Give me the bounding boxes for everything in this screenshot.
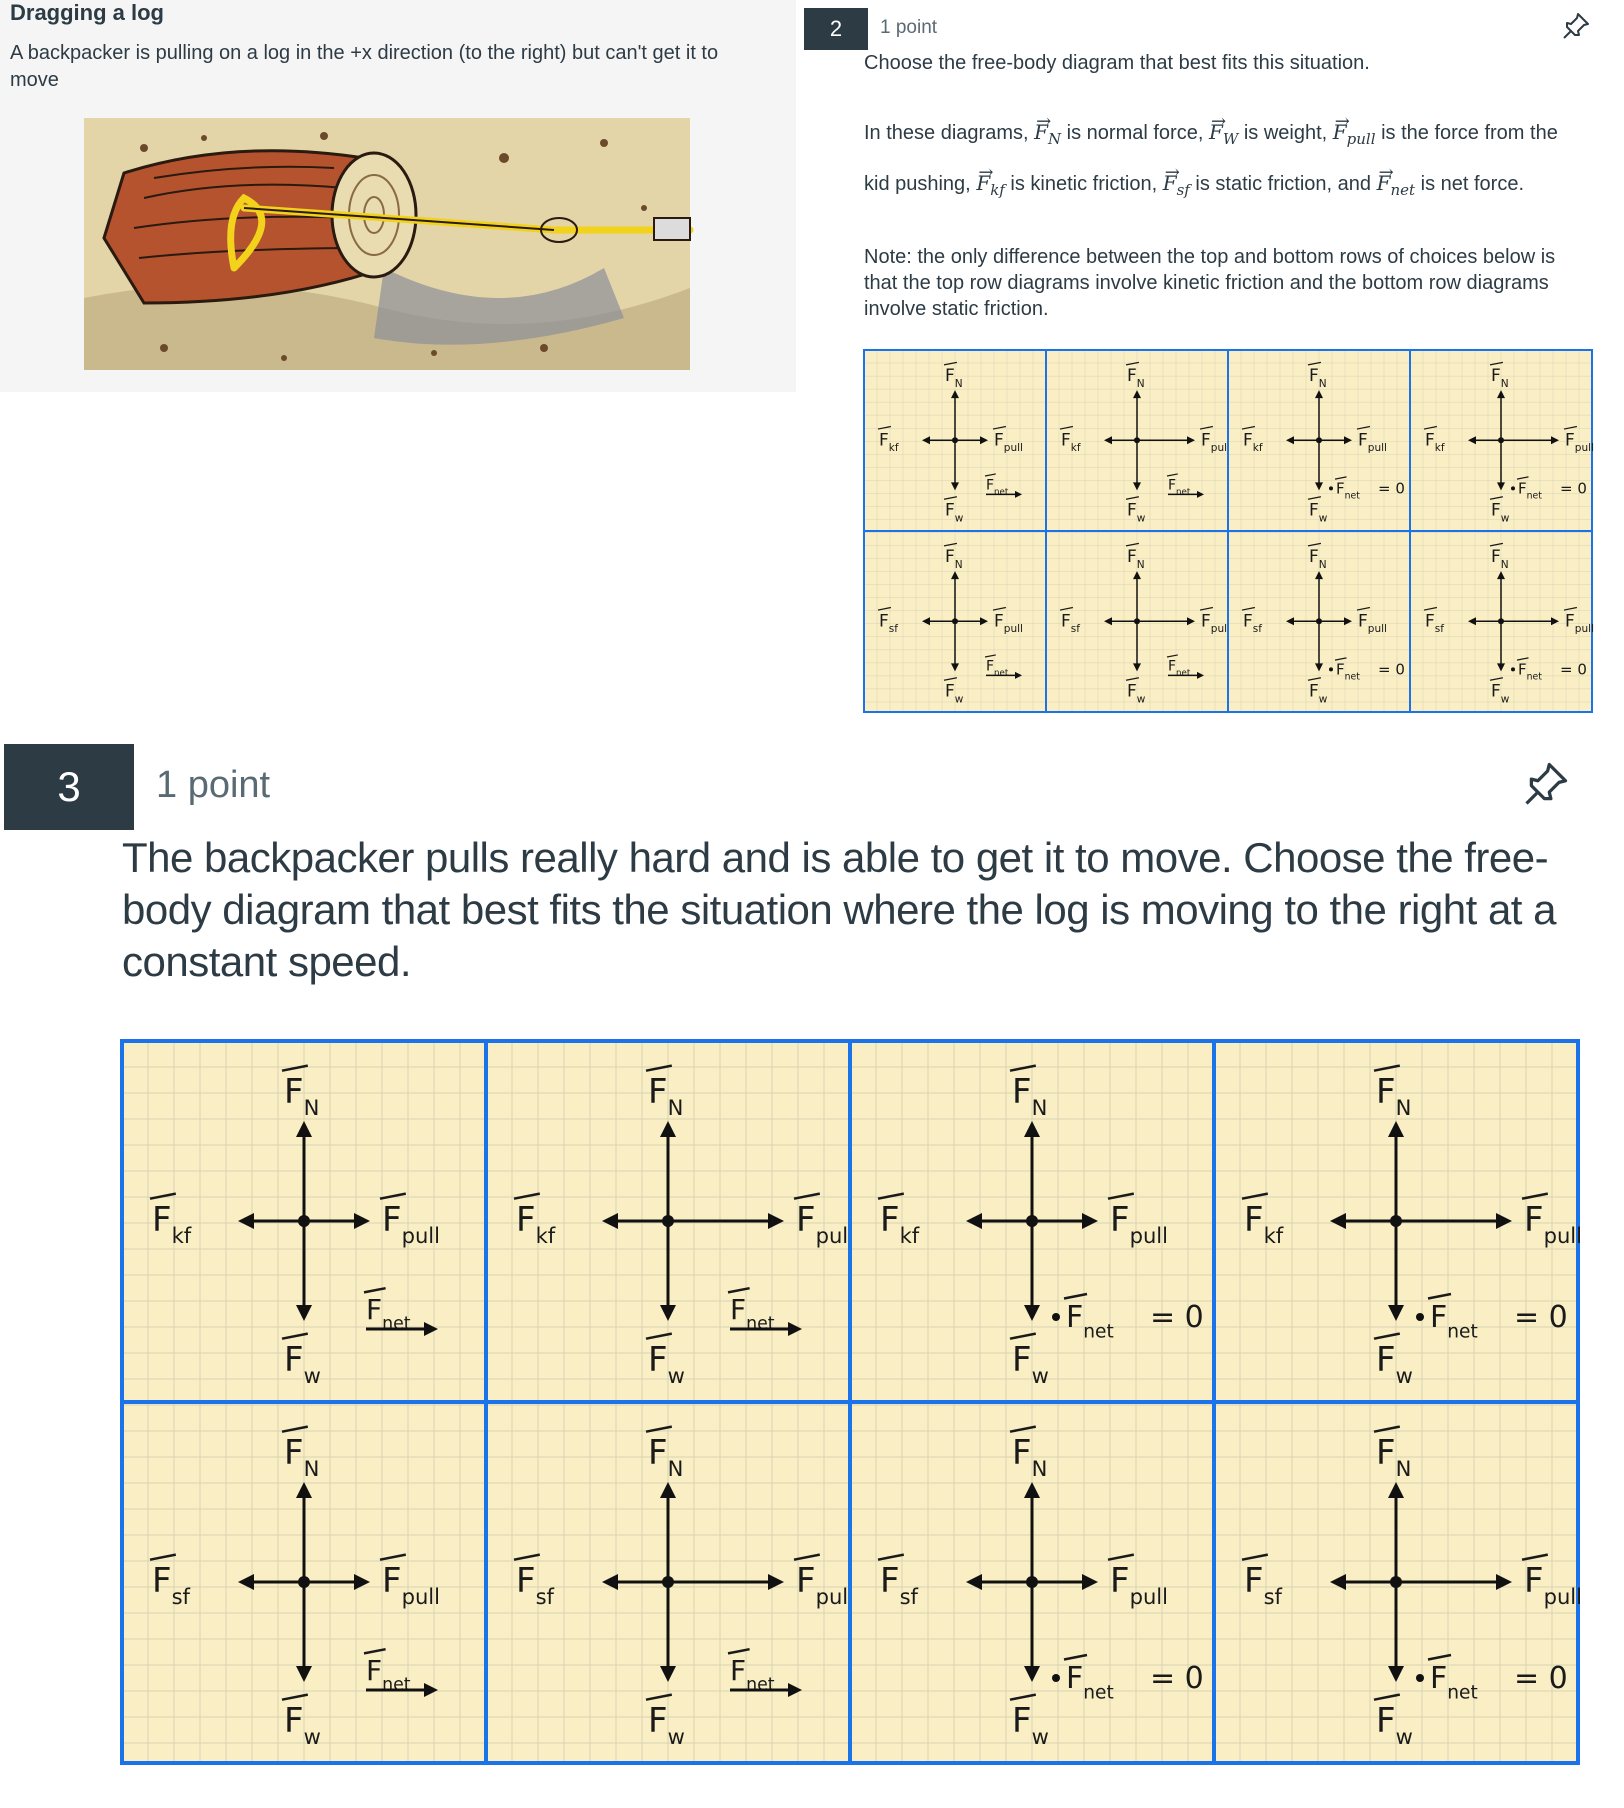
svg-text:FN: $F_N$ (1309, 547, 1327, 572)
svg-text:Fnet: $F_{net}$ (1518, 660, 1542, 683)
svg-text:Fnet: $F_{net}$ (1430, 1300, 1478, 1343)
svg-text:Fw: $F_w$ (1012, 1701, 1049, 1749)
svg-text:Fnet: $F_{net}$ (1066, 1300, 1114, 1343)
svg-text:Fsf: $F_{sf}$ (879, 611, 898, 636)
svg-text:Fw: $F_w$ (284, 1701, 321, 1749)
svg-text:Fw: $F_w$ (284, 1340, 321, 1388)
svg-text:Fw: $F_w$ (1309, 500, 1328, 525)
svg-text:Fsf: $F_{sf}$ (516, 1561, 554, 1609)
svg-text:FN: $F_N$ (648, 1072, 684, 1120)
svg-text:FN: $F_N$ (648, 1433, 684, 1481)
svg-text:Fsf: $F_{sf}$ (880, 1561, 918, 1609)
symbol-normal-force: → $F_N$ (1034, 120, 1061, 144)
symbol-net-force: → $F_{net}$ (1377, 171, 1415, 195)
svg-text:FN: $F_N$ (284, 1072, 320, 1120)
svg-text:Fsf: $F_{sf}$ (1243, 611, 1262, 636)
svg-text:Fsf: $F_{sf}$ (152, 1561, 190, 1609)
svg-text:FN: $F_N$ (1127, 547, 1145, 572)
svg-text:Fnet: $F_{net}$ (1518, 479, 1542, 502)
svg-text:Fnet: $F_{net}$ (1168, 477, 1191, 498)
svg-text:Fpull: $F_{pull}$ (1201, 430, 1231, 455)
symbol-pull: → $F_{pull}$ (1333, 120, 1376, 144)
svg-text:Fpull: $F_{pull}$ (1565, 430, 1595, 455)
svg-text:Fpull: $F_{pull}$ (796, 1561, 855, 1609)
svg-text:Fpull: $F_{pull}$ (1110, 1200, 1169, 1248)
svg-text:= 0: = 0 (1378, 479, 1405, 498)
svg-text:Fnet: $F_{net}$ (730, 1654, 775, 1695)
answer-choice-grid[interactable] (864, 350, 1595, 712)
svg-text:Fkf: $F_{kf}$ (1425, 430, 1445, 455)
svg-text:FN: $F_N$ (1012, 1072, 1048, 1120)
stimulus-text: A backpacker is pulling on a log in the +x direction (to the right) but can't get it to move (10, 42, 719, 91)
svg-text:Fkf: $F_{kf}$ (879, 430, 899, 455)
svg-text:Fpull: $F_{pull}$ (1358, 430, 1388, 455)
svg-text:Fsf: $F_{sf}$ (1244, 1561, 1282, 1609)
svg-text:Fw: $F_w$ (1127, 681, 1146, 706)
svg-text:FN: $F_N$ (1491, 547, 1509, 572)
svg-text:FN: $F_N$ (1376, 1072, 1412, 1120)
svg-text:Fpull: $F_{pull}$ (382, 1200, 441, 1248)
symbol-kinetic-friction: → $F_{kf}$ (976, 171, 1005, 195)
svg-text:Fw: $F_w$ (945, 500, 964, 525)
svg-text:FN: $F_N$ (945, 547, 963, 572)
svg-text:Fkf: $F_{kf}$ (1061, 430, 1081, 455)
answer-choice-grid[interactable] (122, 1041, 1583, 1763)
svg-text:Fnet: $F_{net}$ (730, 1293, 775, 1334)
question-number-badge: 2 (804, 8, 868, 50)
svg-text:Fpull: $F_{pull}$ (1358, 611, 1388, 636)
svg-text:FN: $F_N$ (284, 1433, 320, 1481)
svg-text:= 0: = 0 (1150, 1661, 1204, 1696)
svg-text:FN: $F_N$ (945, 366, 963, 391)
svg-text:Fnet: $F_{net}$ (1336, 660, 1360, 683)
svg-text:Fnet: $F_{net}$ (366, 1654, 411, 1695)
stimulus-title: Dragging a log (10, 0, 164, 25)
svg-text:FN: $F_N$ (1491, 366, 1509, 391)
svg-text:Fkf: $F_{kf}$ (152, 1200, 192, 1248)
pin-icon[interactable] (1560, 10, 1592, 42)
svg-text:Fpull: $F_{pull}$ (994, 611, 1024, 636)
question-points: 1 point (156, 764, 271, 806)
question-prompt: The backpacker pulls really hard and is able to get it to move. Choose the free-body diagram that best fits the situation where the log is moving to the right at a constant speed. (122, 834, 1556, 985)
svg-text:Fpull: $F_{pull}$ (1565, 611, 1595, 636)
question-definitions: In these diagrams, → $F_N$ is normal force, → $F_W$ is weight, → $F_{pull}$ is the force from the kid pushing, → $F_{kf}$ is kinetic friction, → $F_{sf}$ is static friction, and → $F_{net}$ is net force. (864, 110, 1584, 212)
svg-text:Fnet: $F_{net}$ (986, 658, 1009, 679)
svg-text:Fnet: $F_{net}$ (1430, 1661, 1478, 1704)
svg-text:Fkf: $F_{kf}$ (1243, 430, 1263, 455)
stimulus-panel (0, 0, 796, 392)
svg-text:Fpull: $F_{pull}$ (1201, 611, 1231, 636)
svg-text:Fsf: $F_{sf}$ (1425, 611, 1444, 636)
svg-text:Fw: $F_w$ (1491, 681, 1510, 706)
svg-text:FN: $F_N$ (1309, 366, 1327, 391)
svg-text:Fpull: $F_{pull}$ (382, 1561, 441, 1609)
symbol-weight: → $F_W$ (1209, 120, 1238, 144)
svg-text:Fpull: $F_{pull}$ (1524, 1200, 1583, 1248)
log-illustration (84, 118, 690, 370)
svg-text:FN: $F_N$ (1376, 1433, 1412, 1481)
question-note: Note: the only difference between the top and bottom rows of choices below is that the top row diagrams involve kinetic friction and the bottom row diagrams involve static friction. (864, 246, 1556, 320)
svg-text:Fpull: $F_{pull}$ (1524, 1561, 1583, 1609)
svg-text:Fw: $F_w$ (1491, 500, 1510, 525)
svg-text:Fkf: $F_{kf}$ (516, 1200, 556, 1248)
svg-text:FN: $F_N$ (1012, 1433, 1048, 1481)
svg-text:Fnet: $F_{net}$ (1066, 1661, 1114, 1704)
svg-text:Fw: $F_w$ (1376, 1701, 1413, 1749)
svg-text:Fw: $F_w$ (1127, 500, 1146, 525)
question-points: 1 point (880, 17, 938, 38)
svg-text:Fpull: $F_{pull}$ (1110, 1561, 1169, 1609)
svg-text:= 0: = 0 (1378, 660, 1405, 679)
svg-text:Fw: $F_w$ (1376, 1340, 1413, 1388)
svg-text:Fkf: $F_{kf}$ (880, 1200, 920, 1248)
svg-text:= 0: = 0 (1514, 1661, 1568, 1696)
svg-text:Fnet: $F_{net}$ (1336, 479, 1360, 502)
svg-text:FN: $F_N$ (1127, 366, 1145, 391)
pin-icon[interactable] (1520, 758, 1572, 810)
svg-text:= 0: = 0 (1560, 660, 1587, 679)
svg-text:Fw: $F_w$ (945, 681, 964, 706)
svg-text:Fw: $F_w$ (648, 1340, 685, 1388)
svg-text:Fnet: $F_{net}$ (366, 1293, 411, 1334)
svg-text:Fnet: $F_{net}$ (1168, 658, 1191, 679)
svg-text:Fw: $F_w$ (1012, 1340, 1049, 1388)
svg-text:= 0: = 0 (1514, 1300, 1568, 1335)
svg-text:= 0: = 0 (1150, 1300, 1204, 1335)
question-prompt: Choose the free-body diagram that best fits this situation. (864, 52, 1370, 74)
svg-text:Fpull: $F_{pull}$ (796, 1200, 855, 1248)
svg-text:Fw: $F_w$ (1309, 681, 1328, 706)
svg-text:Fnet: $F_{net}$ (986, 477, 1009, 498)
symbol-static-friction: → $F_{sf}$ (1163, 171, 1190, 195)
svg-text:Fsf: $F_{sf}$ (1061, 611, 1080, 636)
svg-text:= 0: = 0 (1560, 479, 1587, 498)
question-number-badge: 3 (4, 744, 134, 830)
svg-text:Fkf: $F_{kf}$ (1244, 1200, 1284, 1248)
svg-text:Fw: $F_w$ (648, 1701, 685, 1749)
svg-text:Fpull: $F_{pull}$ (994, 430, 1024, 455)
